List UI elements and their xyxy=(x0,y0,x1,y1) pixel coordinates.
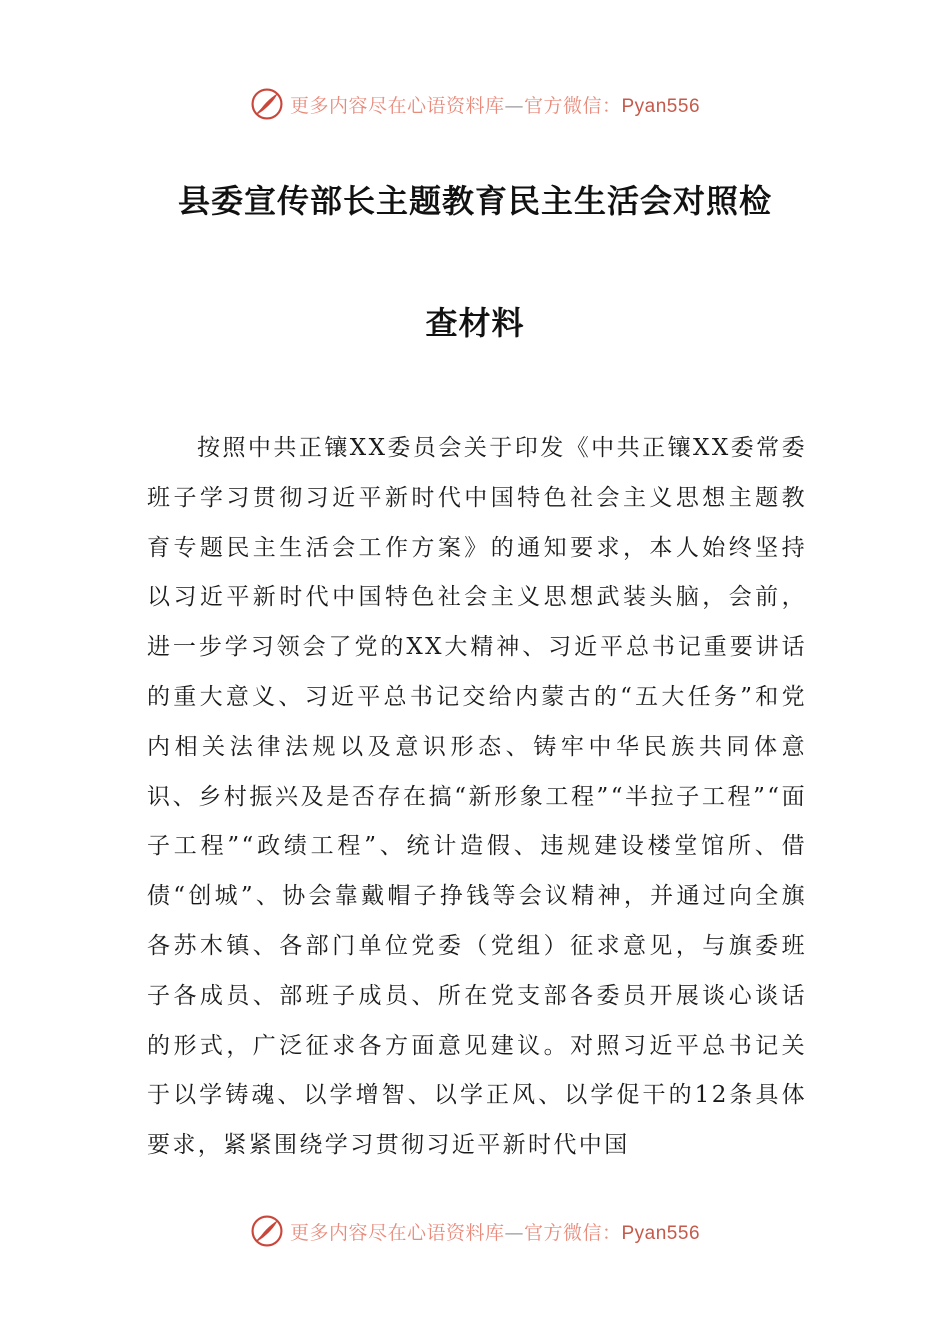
watermark-slogan: 更多内容尽在心语资料库 xyxy=(289,1221,505,1244)
document-body-paragraph: 按照中共正镶XX委员会关于印发《中共正镶XX委常委班子学习贯彻习近平新时代中国特色社会主义思想主题教育专题民主生活会工作方案》的通知要求，本人始终坚持以习近平新时代中国特色社会主义思想武装头脑，会前，进一步学习领会了党的XX大精神、习近平总书记重要讲话的重大意义、习近平总书记交给内蒙古的“五大任务”和党内相关法律法规以及意识形态、铸牢中华民族共同体意识、乡村振兴及是否存在搞“新形象工程”“半拉子工程”“面子工程”“政绩工程”、统计造假、违规建设楼堂馆所、借债“创城”、协会靠戴帽子挣钱等会议精神，并通过向全旗各苏木镇、各部门单位党委（党组）征求意见，与旗委班子各成员、部班子成员、所在党支部各委员开展谈心谈话的形式，广泛征求各方面意见建议。对照习近平总书记关于以学铸魂、以学增智、以学正风、以学促干的12条具体要求，紧紧围绕学习贯彻习近平新时代中国 xyxy=(147,435,807,1159)
quill-logo-icon xyxy=(250,87,284,121)
watermark-slogan: 更多内容尽在心语资料库 xyxy=(289,94,505,117)
document-title-line-2: 查材料 xyxy=(425,304,525,342)
watermark-text xyxy=(290,91,700,118)
watermark-wechat-id: Pyan556 xyxy=(621,1222,701,1244)
footer-watermark xyxy=(0,1211,950,1251)
watermark-separator: — xyxy=(504,1221,524,1244)
watermark-label: 官方微信： xyxy=(523,94,622,117)
watermark-text xyxy=(290,1218,700,1245)
quill-logo-icon xyxy=(250,1214,284,1248)
watermark-separator: — xyxy=(504,94,524,117)
header-watermark xyxy=(0,84,950,124)
document-title-line-1: 县委宣传部长主题教育民主生活会对照检 xyxy=(177,182,772,220)
watermark-label: 官方微信： xyxy=(523,1221,622,1244)
watermark-wechat-id: Pyan556 xyxy=(621,95,701,117)
